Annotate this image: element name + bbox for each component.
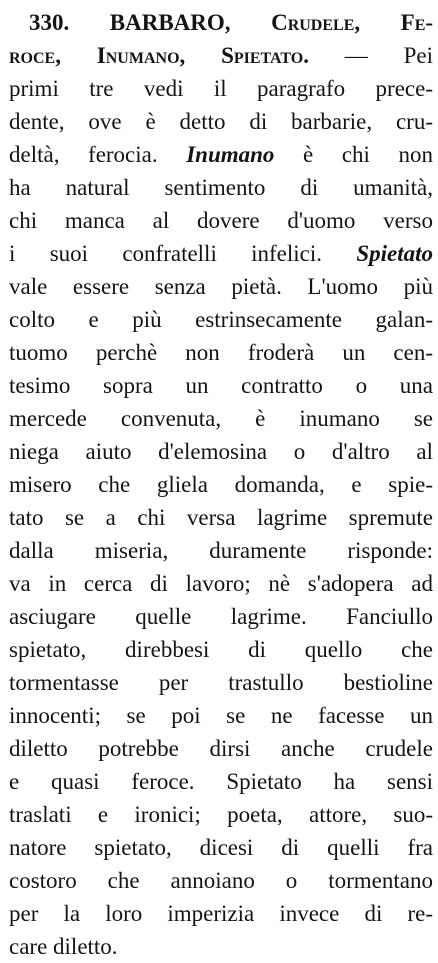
entry-line-29 — [9, 930, 433, 963]
synonym-list: Crudele, Fe- — [271, 10, 433, 35]
line-text: natore spietato, dicesi di quelli fra — [9, 835, 433, 860]
line-text: deltà, ferocia. — [9, 142, 187, 167]
entry-line-7 — [9, 204, 433, 237]
entry-line-21 — [9, 666, 433, 699]
entry-line-11 — [9, 336, 433, 369]
line-text: spietato, direbbesi di quello che — [9, 637, 433, 662]
synonym-list: roce, Inumano, Spietato. — [9, 43, 309, 68]
entry-line-17 — [9, 534, 433, 567]
entry-line-20 — [9, 633, 433, 666]
entry-line-10 — [9, 303, 433, 336]
line-text: colto e più estrinsecamente galan- — [9, 307, 433, 332]
line-text: i suoi confratelli infelici. — [9, 241, 357, 266]
entry-line-8 — [9, 237, 433, 270]
entry-line-6 — [9, 171, 433, 204]
entry-line-28 — [9, 897, 433, 930]
entry-number: 330. — [29, 10, 70, 35]
line-text: — Pei — [308, 43, 433, 68]
line-text: va in cerca di lavoro; nè s'adopera ad — [9, 571, 433, 596]
entry-line-16 — [9, 501, 433, 534]
line-text: tormentasse per trastullo bestioline — [9, 670, 433, 695]
entry-line-5 — [9, 138, 433, 171]
line-text: dalla miseria, duramente risponde: — [9, 538, 433, 563]
entry-line-14 — [9, 435, 433, 468]
entry-line-27 — [9, 864, 433, 897]
entry-line-13 — [9, 402, 433, 435]
line-text: diletto potrebbe dirsi anche crudele — [9, 736, 433, 761]
entry-line-1 — [9, 6, 433, 39]
entry-line-24 — [9, 765, 433, 798]
entry-line-19 — [9, 600, 433, 633]
term-inumano: Inumano — [186, 142, 275, 167]
line-text: tato se a chi versa lagrime spremute — [9, 505, 433, 530]
entry-headword: BARBARO, — [109, 10, 231, 35]
entry-line-3 — [9, 72, 433, 105]
line-text: tesimo sopra un contratto o una — [9, 373, 433, 398]
entry-line-15 — [9, 468, 433, 501]
entry-line-23 — [9, 732, 433, 765]
line-text: chi manca al dovere d'uomo verso — [9, 208, 433, 233]
entry-line-18 — [9, 567, 433, 600]
line-text: niega aiuto d'elemosina o d'altro al — [9, 439, 433, 464]
line-text: traslati e ironici; poeta, attore, suo- — [9, 802, 433, 827]
entry-line-9 — [9, 270, 433, 303]
line-text: primi tre vedi il paragrafo prece- — [9, 76, 433, 101]
entry-line-12 — [9, 369, 433, 402]
entry-line-2 — [9, 39, 433, 72]
line-text: costoro che annoiano o tormentano — [9, 868, 433, 893]
line-text: asciugare quelle lagrime. Fanciullo — [9, 604, 433, 629]
line-text: ha natural sentimento di umanità, — [9, 175, 433, 200]
entry-line-4 — [9, 105, 433, 138]
line-text: innocenti; se poi se ne facesse un — [9, 703, 433, 728]
term-spietato: Spietato — [356, 241, 433, 266]
line-text: dente, ove è detto di barbarie, cru- — [9, 109, 433, 134]
line-text: misero che gliela domanda, e spie- — [9, 472, 433, 497]
line-text: mercede convenuta, è inumano se — [9, 406, 433, 431]
line-text: e quasi feroce. Spietato ha sensi — [9, 769, 433, 794]
line-text: è chi non — [274, 142, 433, 167]
dictionary-entry — [9, 6, 433, 963]
line-text: vale essere senza pietà. L'uomo più — [9, 274, 433, 299]
line-text: per la loro imperizia invece di re- — [9, 901, 433, 926]
entry-line-25 — [9, 798, 433, 831]
line-text: tuomo perchè non froderà un cen- — [9, 340, 433, 365]
entry-line-22 — [9, 699, 433, 732]
line-text: care diletto. — [9, 934, 118, 959]
